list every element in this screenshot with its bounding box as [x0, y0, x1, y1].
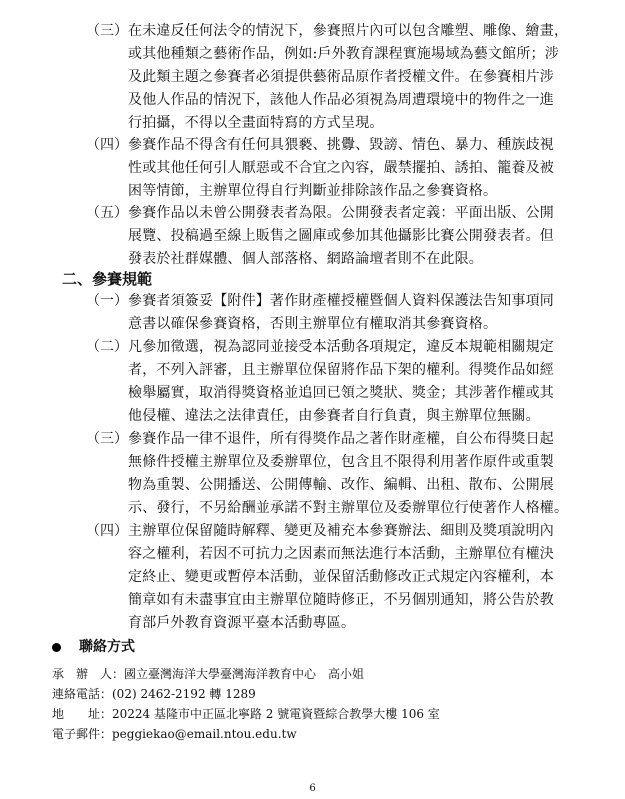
clause-line: 參賽作品不得含有任何具猥褻、挑釁、毀謗、情色、暴力、種族歧視	[128, 137, 554, 153]
rule-line: 示、發行，不另給酬並承諾不對主辦單位及委辦單位行使著作人格權。	[128, 500, 569, 516]
rule-line: 凡參加徵選，視為認同並接受本活動各項規定，違反本規範相關規定	[128, 339, 554, 355]
clause-line: 行拍攝，不得以全畫面特寫的方式呈現。	[128, 115, 384, 131]
rule-number: （四）	[86, 523, 128, 539]
contact-address: 地 址：20224 基隆市中正區北寧路 2 號電資暨綜合教學大樓 106 室	[52, 707, 440, 721]
rule-number: （二）	[86, 339, 128, 355]
rule-line: 無條件授權主辦單位及委辦單位，包含且不限得利用著作原件或重製	[128, 454, 554, 470]
section-title: 二、參賽規範	[62, 270, 153, 288]
clause-line: 及他人作品的情況下，該他人作品必須視為周遭環境中的物件之一進	[128, 92, 554, 108]
clause-line: 展覽、投稿過至線上販售之圖庫或參加其他攝影比賽公開發表者。但	[128, 228, 554, 244]
contact-heading	[52, 636, 135, 656]
rule-line: 者，不列入評審，且主辦單位保留將作品下架的權利。得獎作品如經	[128, 362, 554, 378]
rule-line: 物為重製、公開播送、公開傳輸、改作、編輯、出租、散布、公開展	[128, 477, 554, 493]
rule-line: 參賽者須簽妥【附件】著作財產權授權暨個人資料保護法告知事項同	[128, 293, 554, 309]
clause-line: 或其他種類之藝術作品，例如:戶外教育課程實施場域為藝文館所；涉	[128, 46, 559, 62]
contact-phone: 連絡電話：(02) 2462-2192 轉 1289	[52, 687, 256, 701]
contact-organizer: 承 辦 人：國立臺灣海洋大學臺灣海洋教育中心 高小姐	[52, 667, 365, 681]
rule-number: （三）	[86, 431, 128, 447]
clause-line: 困等情節，主辦單位得自行判斷並排除該作品之參賽資格。	[128, 183, 498, 199]
clause-line: 及此類主題之參賽者必須提供藝術品原作者授權文件。在參賽相片涉	[128, 69, 554, 85]
rule-line: 簡章如有未盡事宜由主辦單位隨時修正，不另個別通知，將公告於教	[128, 592, 554, 608]
clause-line: 發表於社群媒體、個人部落格、網路論壇者則不在此限。	[128, 251, 483, 267]
clause-line: 性或其他任何引人厭惡或不合宜之內容，嚴禁擺拍、誘拍、籠養及被	[128, 160, 554, 176]
clause-line: 參賽作品以未曾公開發表者為限。公開發表者定義：平面出版、公開	[128, 205, 554, 221]
clause-number: （五）	[86, 205, 128, 221]
clause-number: （四）	[86, 137, 128, 153]
rule-line: 參賽作品一律不退件，所有得獎作品之著作財產權，自公布得獎日起	[128, 431, 554, 447]
rule-line: 主辦單位保留隨時解釋、變更及補充本參賽辦法、細則及獎項說明內	[128, 523, 554, 539]
clause-line: 在未違反任何法令的情況下，參賽照片內可以包含雕塑、雕像、繪畫，	[128, 23, 569, 39]
rule-line: 他侵權、違法之法律責任，由參賽者自行負責，與主辦單位無關。	[128, 408, 540, 424]
rule-number: （一）	[86, 293, 128, 309]
rule-line: 檢舉屬實，取消得獎資格並追回已領之獎狀、獎金；其涉著作權或其	[128, 385, 554, 401]
rule-line: 育部戶外教育資源平臺本活動專區。	[128, 615, 356, 631]
clause-number: （三）	[86, 23, 128, 39]
contact-heading-text: 聯絡方式	[79, 639, 135, 655]
bullet-icon	[52, 643, 61, 652]
rule-line: 意書以確保參賽資格，否則主辦單位有權取消其參賽資格。	[128, 316, 498, 332]
page-number: 6	[309, 783, 316, 794]
rule-line: 容之權利，若因不可抗力之因素而無法進行本活動，主辦單位有權決	[128, 546, 554, 562]
contact-email: 電子郵件：peggiekao@email.ntou.edu.tw	[52, 727, 297, 741]
rule-line: 定終止、變更或暫停本活動，並保留活動修改正式規定內容權利，本	[128, 569, 554, 585]
